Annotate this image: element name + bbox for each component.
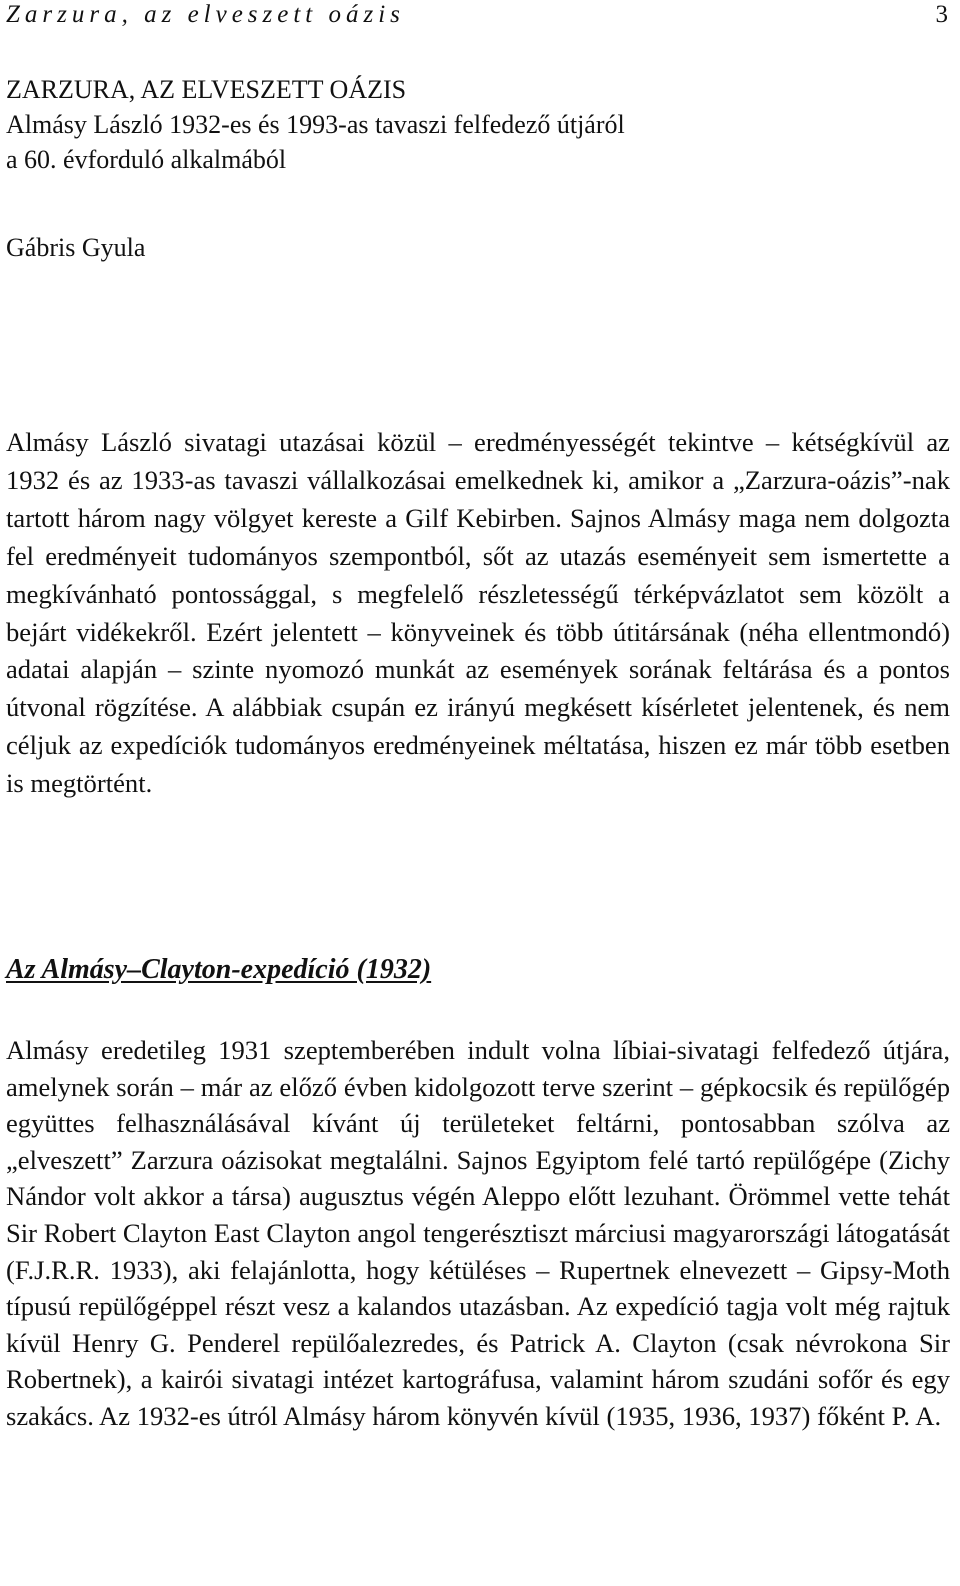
running-title: Zarzura, az elveszett oázis: [6, 1, 405, 28]
article-subtitle-line-1: Almásy László 1932-es és 1993-as tavaszi felfedező útjáról: [6, 110, 625, 139]
title-block: [6, 72, 950, 177]
page-number: 3: [935, 1, 948, 28]
article-title: ZARZURA, AZ ELVESZETT OÁZIS: [6, 75, 407, 104]
article-subtitle-line-2: a 60. évforduló alkalmából: [6, 145, 287, 174]
body-paragraph: Almásy eredetileg 1931 szeptemberében indult volna líbiai-sivatagi felfedező útjára, amelynek során – már az előző évben kidolgozott terve szerint – gépkocsik és repülőgép együttes felhasználásával kívánt új területeket feltárni, pontosabban szólva az „elveszett” Zarzura oázisokat megtalálni. Sajnos Egyiptom felé tartó repülőgépe (Zichy Nándor volt akkor a társa) augusztus végén Aleppo előtt lezuhant. Örömmel vette tehát Sir Robert Clayton East Clayton angol tengerésztiszt márciusi magyarországi látogatását (F.J.R.R. 1933), aki felajánlotta, hogy kétüléses – Rupertnek elnevezett – Gipsy-Moth típusú repülőgéppel részt vesz a kalandos utazásban. Az expedíció tagja volt még rajtuk kívül Henry G. Penderel repülőalezredes, és Patrick A. Clayton (csak névrokona Sir Robertnek), a kairói sivatagi intézet kartográfusa, valamint három szudáni sofőr és egy szakács. Az 1932-es útról Almásy három könyvén kívül (1935, 1936, 1937) főként P. A.: [6, 1035, 950, 1431]
section-heading: Az Almásy–Clayton-expedíció (1932): [6, 954, 432, 985]
author-name: Gábris Gyula: [6, 233, 146, 262]
intro-paragraph: Almásy László sivatagi utazásai közül – eredményességét tekintve – kétségkívül az 1932 és az 1933-as tavaszi vállalkozásai emelkednek ki, amikor a „Zarzura-oázis”-nak tartott három nagy völgyet kereste a Gilf Kebirben. Sajnos Almásy maga nem dolgozta fel eredményeit tudományos szempontból, sőt az utazás eseményeit sem ismertette a megkívánható pontossággal, s megfelelő részletességű térképvázlatot sem közölt a bejárt vidékekről. Ezért jelentett – könyveinek és több útitársának (néha ellentmondó) adatai alapján – szinte nyomozó munkát az események sorának feltárása és a pontos útvonal rögzítése. A alábbiak csupán ez irányú megkésett kísérletet jelentenek, és nem céljuk az expedíciók tudományos eredményeinek méltatása, hiszen ez már több esetben is megtörtént.: [6, 427, 950, 799]
running-header: [6, 0, 950, 34]
